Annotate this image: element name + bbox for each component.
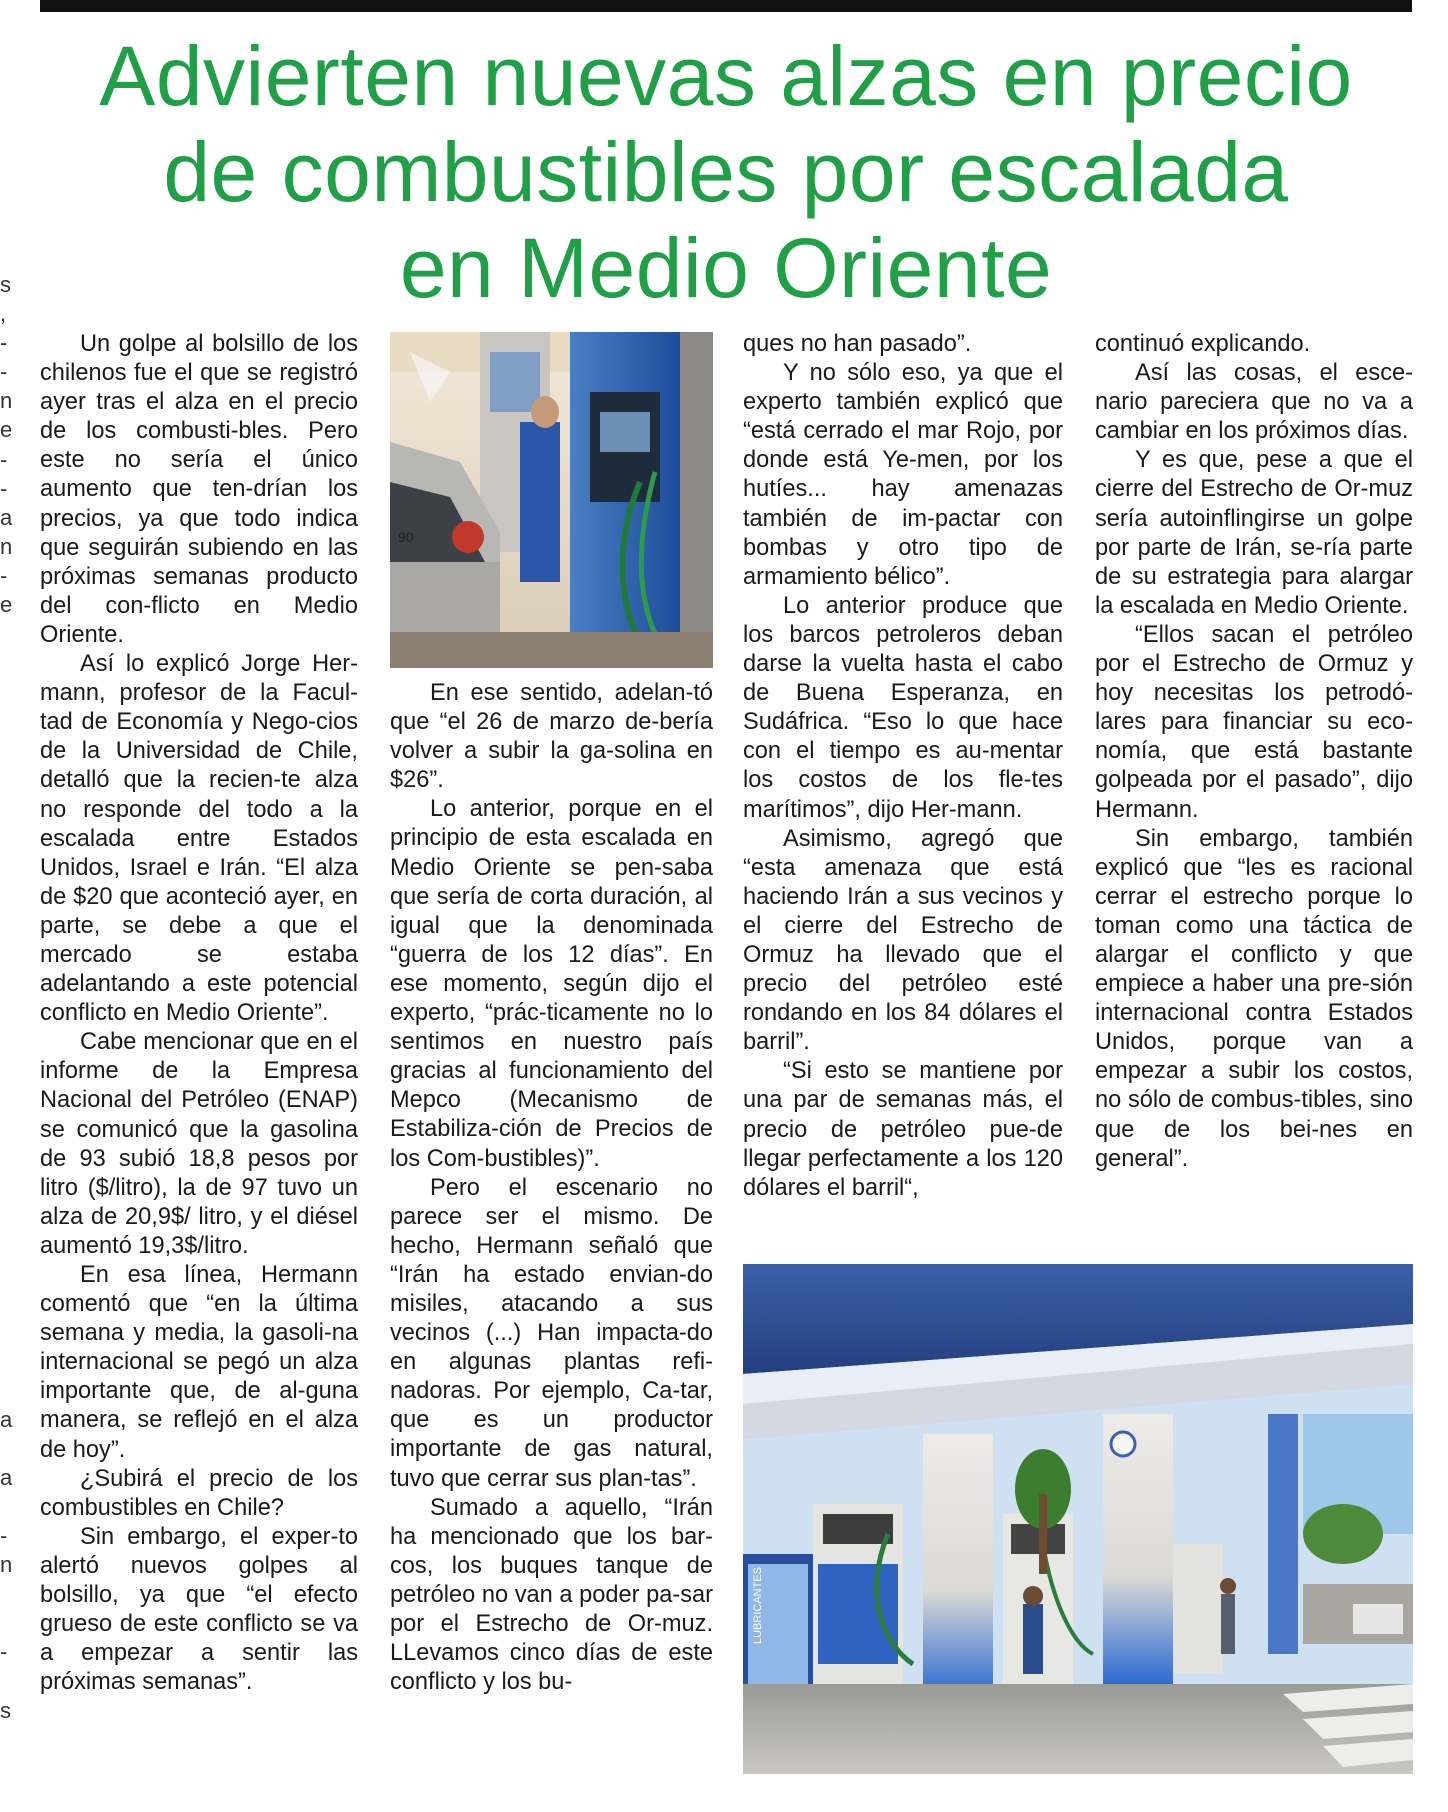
paragraph: En esa línea, Hermann comentó que “en la última semana y media, la gasoli-na internacional se pegó un alza importante que, de al-guna manera, se reflejó en el alza de hoy”. [40, 1262, 358, 1463]
lubricantes-sign-text: LUBRICANTES [752, 1566, 764, 1644]
edge-mark: e [0, 417, 13, 443]
paragraph: Y es que, pese a que el cierre del Estrecho de Or-muz sería autoinflingirse un golpe por parte de Irán, se-ría parte de su estrategia para alargar la escalada en Medio Oriente. [1095, 447, 1413, 619]
edge-mark: - [0, 1523, 8, 1549]
edge-mark: , [0, 301, 7, 327]
edge-mark: n [0, 533, 13, 559]
edge-mark: - [0, 562, 8, 588]
edge-mark [0, 1346, 10, 1375]
edge-mark [0, 1259, 10, 1288]
paragraph: Sin embargo, el exper-to alertó nuevos golpes al bolsillo, ya que “el efecto grueso de este conflicto se va a empezar a sentir las próximas semanas”. [40, 1523, 358, 1696]
edge-mark [0, 881, 10, 910]
edge-mark [0, 706, 10, 735]
edge-mark: - [0, 1639, 8, 1665]
paragraph: Y no sólo eso, ya que el experto también explicó que “está cerrado el mar Rojo, por donde está Ye-men, por los hutíes... hay amenazas también de im-pactar con bombas y otro tipo de armamiento bélico”. [743, 360, 1063, 590]
edge-mark [0, 1201, 10, 1230]
paragraph: Lo anterior produce que los barcos petroleros deban darse la vuelta hasta el cabo de Buena Esperanza, en Sudáfrica. “Eso lo que hace con el tiempo es au-mentar los costos de los fle-tes marítimos”, dijo Her-mann. [743, 592, 1063, 823]
pump-sign-text: 90 [398, 529, 414, 545]
article-column-3 [743, 330, 1063, 1203]
edge-mark [0, 794, 10, 823]
headline-line-2: de combustibles por escalada [163, 125, 1289, 219]
edge-mark: n [0, 1552, 13, 1578]
headline-line-3: en Medio Oriente [399, 221, 1053, 315]
edge-mark [0, 1114, 10, 1143]
photo-car-at-fuel-pump [390, 332, 713, 668]
edge-mark [0, 997, 10, 1026]
edge-mark [0, 1230, 10, 1259]
edge-mark: - [0, 475, 8, 501]
paragraph: “Si esto se mantiene por una par de semanas más, el precio de petróleo pue-de llegar perfectamente a los 120 dólares el barril“, [743, 1058, 1063, 1201]
paragraph: Así las cosas, el esce-nario pareciera que no va a cambiar en los próximos días. [1095, 360, 1413, 445]
edge-mark: - [0, 359, 8, 385]
adjacent-page-edge-marks [0, 270, 13, 1725]
edge-mark: a [0, 1464, 13, 1490]
edge-mark [0, 1143, 10, 1172]
paragraph: Asimismo, agregó que “esta amenaza que está haciendo Irán a sus vecinos y el cierre del Estrecho de Ormuz ha llevado que el precio del petróleo esté rondando en los 84 dólares el barril”. [743, 825, 1063, 1056]
paragraph: Lo anterior, porque en el principio de esta escalada en Medio Oriente se pen-saba que sería de corta duración, al igual que la denominada “guerra de los 12 días”. En ese momento, según dijo el experto, “prác-ticamente no lo sentimos en nuestro país gracias al funcionamiento del Mepco (Mecanismo de Estabiliza-ción de Precios de los Com-bustibles)”. [390, 796, 713, 1172]
edge-mark [0, 1056, 10, 1085]
edge-mark [0, 1288, 10, 1317]
edge-mark [0, 677, 10, 706]
edge-mark [0, 1172, 10, 1201]
paragraph: ques no han pasado”. [743, 331, 972, 357]
photo-car-at-fuel-pump-image [390, 332, 713, 668]
edge-mark [0, 910, 10, 939]
paragraph: Un golpe al bolsillo de los chilenos fue el que se registró ayer tras el alza en el precio de los combusti-bles. Pero este no sería el único aumento que ten-drían los precios, ya que todo indica que seguirán subiendo en las próximas semanas producto del con-flicto en Medio Oriente. [40, 331, 358, 648]
paragraph: En ese sentido, adelan-tó que “el 26 de marzo de-bería volver a subir la ga-solina en $26”. [390, 680, 713, 794]
edge-mark [0, 736, 10, 765]
edge-mark: e [0, 592, 13, 618]
edge-mark: a [0, 1406, 13, 1432]
top-rule [40, 0, 1412, 12]
edge-mark [0, 1085, 10, 1114]
paragraph: Así lo explicó Jorge Her-mann, profesor de la Facul-tad de Economía y Nego-cios de la Universidad de Chile, detalló que la recien-te alza no responde del todo a la escalada entre Estados Unidos, Israel e Irán. “El alza de $20 que aconteció ayer, en parte, se debe a que el mercado se estaba adelantando a este potencial conflicto en Medio Oriente”. [40, 651, 358, 1027]
edge-mark [0, 1376, 10, 1405]
article-column-2 [390, 679, 713, 1697]
paragraph: Pero el escenario no parece ser el mismo. De hecho, Hermann señaló que “Irán ha estado envian-do misiles, atacando a sus vecinos (...) Han impacta-do en algunas plantas refi-nadoras. Por ejemplo, Ca-tar, que es un productor importante de gas natural, tuvo que cerrar sus plan-tas”. [390, 1174, 713, 1492]
paragraph: Sin embargo, también explicó que “les es racional cerrar el estrecho porque lo toman como una táctica de alargar el conflicto y que empiece a haber una pre-sión internacional contra Estados Unidos, porque van a empezar a subir los costos, no sólo de combus-tibles, sino que de los bei-nes en general”. [1095, 825, 1413, 1172]
edge-mark [0, 1492, 10, 1521]
edge-mark [0, 1579, 10, 1608]
edge-mark: s [0, 1697, 11, 1723]
article-column-1 [40, 330, 358, 1697]
edge-mark [0, 765, 10, 794]
article-column-4 [1095, 330, 1413, 1174]
edge-mark [0, 648, 10, 677]
edge-mark [0, 968, 10, 997]
paragraph: “Ellos sacan el petróleo por el Estrecho de Ormuz y hoy necesitas los petrodó-lares para financiar su eco-nomía, que está bastante golpeada por el pasado”, dijo Hermann. [1095, 621, 1413, 823]
headline [40, 28, 1412, 316]
headline-line-1: Advierten nuevas alzas en precio [99, 29, 1353, 123]
paragraph: Cabe mencionar que en el informe de la Empresa Nacional del Petróleo (ENAP) se comunicó que la gasolina de 93 subió 18,8 pesos por litro ($/litro), la de 97 tuvo un alza de 20,9$/ litro, y el diésel aumentó 19,3$/litro. [40, 1029, 358, 1259]
edge-mark [0, 1317, 10, 1346]
subheading: ¿Subirá el precio de los combustibles en Chile? [40, 1465, 358, 1521]
edge-mark [0, 619, 10, 648]
edge-mark [0, 1026, 10, 1055]
edge-mark [0, 939, 10, 968]
edge-mark [0, 852, 10, 881]
paragraph: continuó explicando. [1095, 331, 1311, 357]
edge-mark: s [0, 272, 11, 297]
edge-mark: - [0, 446, 8, 472]
edge-mark: n [0, 388, 13, 414]
edge-mark [0, 1434, 10, 1463]
photo-gas-station [743, 1264, 1413, 1774]
photo-gas-station-image [743, 1264, 1413, 1774]
edge-mark [0, 1667, 10, 1696]
edge-mark [0, 1608, 10, 1637]
edge-mark: a [0, 504, 13, 530]
edge-mark: - [0, 330, 8, 356]
edge-mark [0, 823, 10, 852]
paragraph: Sumado a aquello, “Irán ha mencionado que los bar-cos, los buques tanque de petróleo no van a poder pa-sar por el Estrecho de Or-muz. LLevamos cinco días de este conflicto y los bu- [390, 1494, 713, 1696]
